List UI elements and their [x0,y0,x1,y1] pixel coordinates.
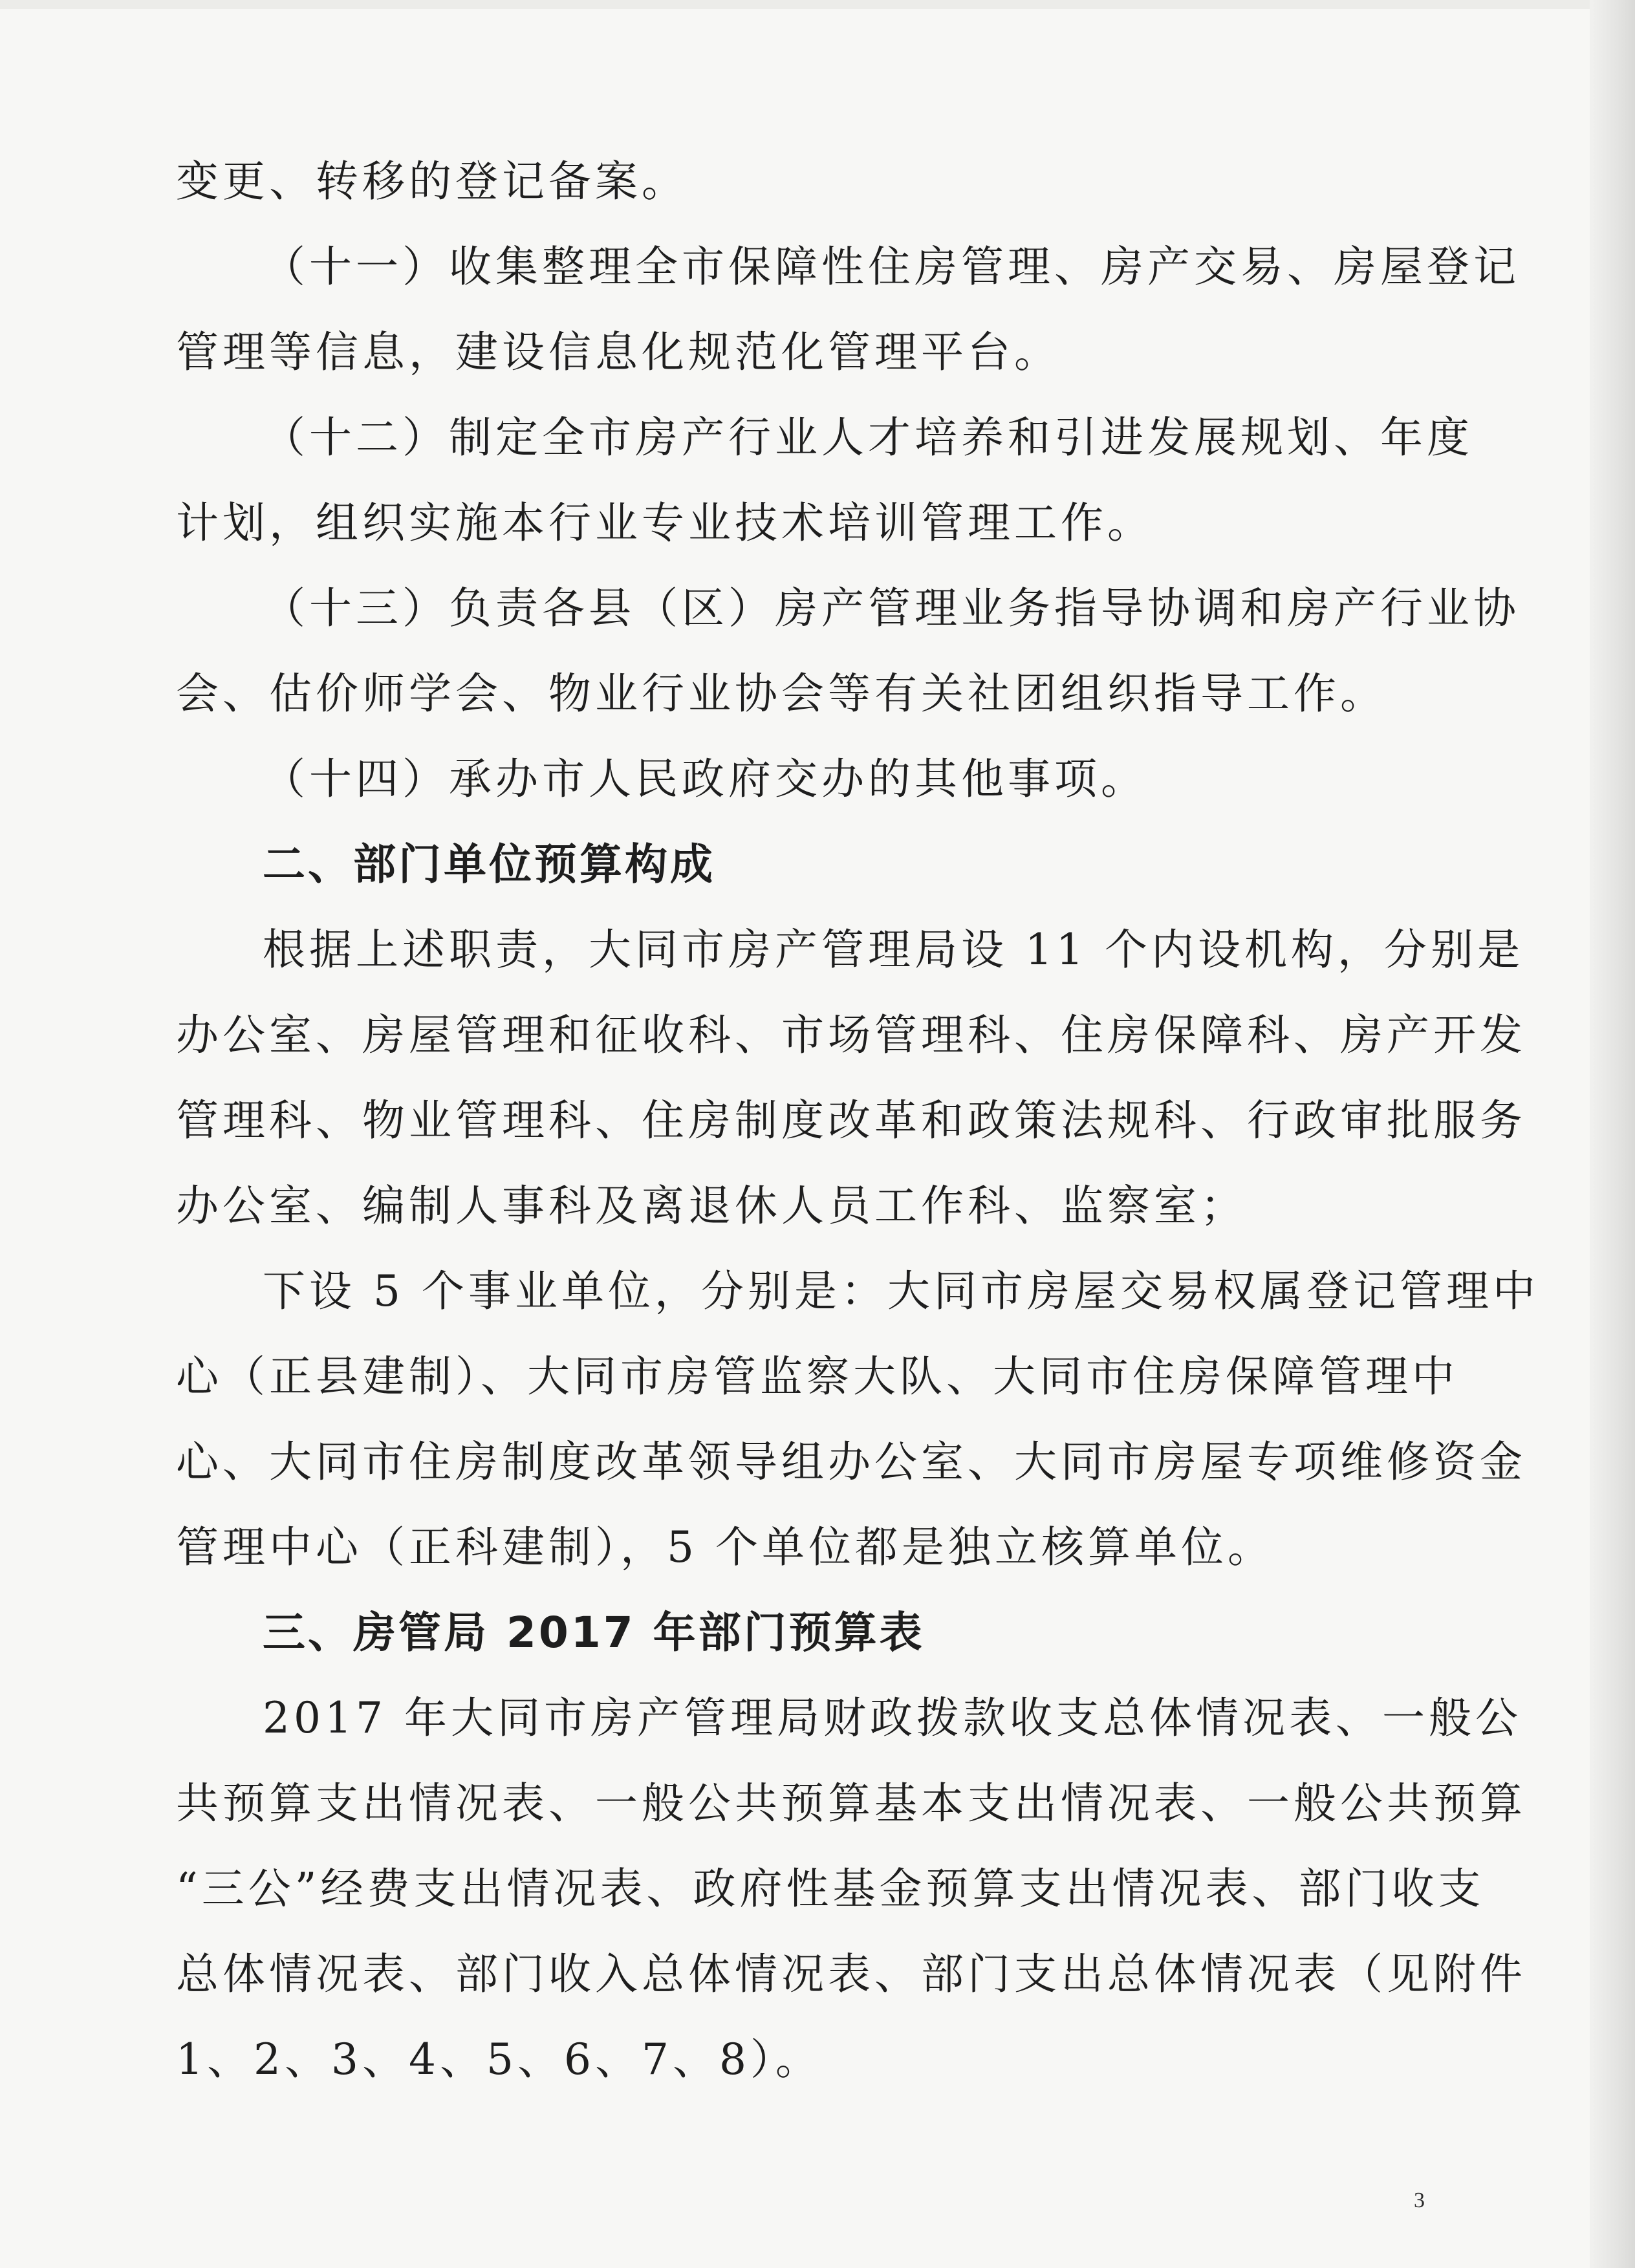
text-line: 计划，组织实施本行业专业技术培训管理工作。 [176,498,1154,548]
text-line: 管理科、物业管理科、住房制度改革和政策法规科、行政审批服务 [176,1096,1526,1145]
text-line: 变更、转移的登记备案。 [176,157,688,206]
text-line: 下设 5 个事业单位，分别是：大同市房屋交易权属登记管理中 [263,1266,1539,1316]
document-body [176,139,1539,2102]
text-line: （十四）承办市人民政府交办的其他事项。 [263,754,1147,804]
text-line: 办公室、编制人事科及离退休人员工作科、监察室； [176,1181,1247,1231]
page-number: 3 [1414,2188,1425,2212]
text-line: 会、估价师学会、物业行业协会等有关社团组织指导工作。 [176,669,1387,718]
text-line: 2017 年大同市房产管理局财政拨款收支总体情况表、一般公 [263,1693,1522,1743]
text-line: （十二）制定全市房产行业人才培养和引进发展规划、年度 [263,413,1473,462]
text-line: 1、2、3、4、5、6、7、8）。 [176,2035,822,2084]
scan-top-edge [0,0,1635,9]
text-line: （十三）负责各县（区）房产管理业务指导协调和房产行业协 [263,583,1520,633]
text-line: 心（正县建制）、大同市房管监察大队、大同市住房保障管理中 [176,1352,1458,1401]
scan-right-edge [1590,0,1635,2268]
text-line: “三公”经费支出情况表、政府性基金预算支出情况表、部门收支 [176,1864,1485,1914]
text-line: 共预算支出情况表、一般公共预算基本支出情况表、一般公共预算 [176,1778,1526,1828]
text-line: 管理等信息，建设信息化规范化管理平台。 [176,327,1061,377]
text-line: 总体情况表、部门收入总体情况表、部门支出总体情况表（见附件 [176,1949,1526,1999]
text-line: 办公室、房屋管理和征收科、市场管理科、住房保障科、房产开发 [176,1010,1526,1060]
section-heading: 三、房管局 2017 年部门预算表 [263,1608,925,1658]
text-line: 心、大同市住房制度改革领导组办公室、大同市房屋专项维修资金 [176,1437,1526,1487]
text-line: （十一）收集整理全市保障性住房管理、房产交易、房屋登记 [263,242,1520,292]
section-heading: 二、部门单位预算构成 [263,839,715,889]
text-line: 管理中心（正科建制），5 个单位都是独立核算单位。 [176,1522,1274,1572]
text-line: 根据上述职责，大同市房产管理局设 11 个内设机构，分别是 [263,925,1524,975]
